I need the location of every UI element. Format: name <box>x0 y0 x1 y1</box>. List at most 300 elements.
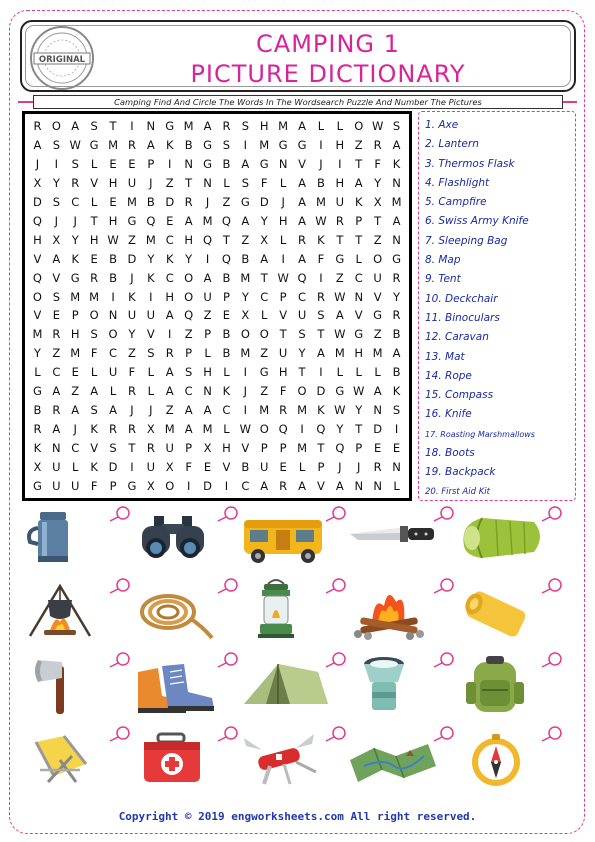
grid-cell[interactable]: R <box>392 270 401 285</box>
grid-cell[interactable]: G <box>392 251 401 266</box>
grid-cell[interactable]: M <box>278 119 289 134</box>
grid-cell[interactable]: A <box>260 478 269 493</box>
grid-cell[interactable]: M <box>70 346 81 361</box>
grid-cell[interactable]: K <box>33 440 42 455</box>
grid-cell[interactable]: A <box>260 251 269 266</box>
grid-cell[interactable]: I <box>205 251 210 266</box>
grid-cell[interactable]: U <box>127 308 137 323</box>
grid-cell[interactable]: F <box>185 459 192 474</box>
grid-cell[interactable]: N <box>392 232 401 247</box>
grid-cell[interactable]: I <box>111 289 115 304</box>
grid-cell[interactable]: L <box>336 119 344 134</box>
grid-cell[interactable]: E <box>128 157 136 172</box>
grid-cell[interactable]: S <box>109 440 117 455</box>
grid-cell[interactable]: U <box>52 459 61 474</box>
grid-cell[interactable]: L <box>223 365 230 380</box>
grid-cell[interactable]: O <box>373 251 383 266</box>
grid-cell[interactable]: H <box>335 138 345 153</box>
grid-cell[interactable]: N <box>203 384 212 399</box>
grid-cell[interactable]: Q <box>335 440 345 455</box>
grid-cell[interactable]: K <box>392 157 401 172</box>
grid-cell[interactable]: X <box>52 232 61 247</box>
grid-cell[interactable]: N <box>203 176 212 191</box>
grid-cell[interactable]: R <box>298 232 307 247</box>
grid-cell[interactable]: Z <box>184 327 193 342</box>
grid-cell[interactable]: T <box>355 421 363 436</box>
grid-cell[interactable]: X <box>373 195 382 210</box>
grid-cell[interactable]: M <box>202 213 213 228</box>
grid-cell[interactable]: N <box>146 119 156 134</box>
grid-cell[interactable]: U <box>278 346 288 361</box>
grid-cell[interactable]: R <box>52 327 61 342</box>
grid-cell[interactable]: T <box>260 270 268 285</box>
grid-cell[interactable]: A <box>184 402 193 417</box>
grid-cell[interactable]: N <box>373 402 382 417</box>
grid-cell[interactable]: J <box>243 384 248 399</box>
grid-cell[interactable]: A <box>184 213 193 228</box>
grid-cell[interactable]: Z <box>165 176 174 191</box>
grid-cell[interactable]: S <box>147 346 155 361</box>
grid-cell[interactable]: B <box>33 402 42 417</box>
grid-cell[interactable]: P <box>109 478 117 493</box>
grid-cell[interactable]: H <box>278 365 288 380</box>
grid-cell[interactable]: P <box>147 157 155 172</box>
grid-cell[interactable]: J <box>281 195 285 210</box>
grid-cell[interactable]: A <box>165 384 174 399</box>
grid-cell[interactable]: I <box>130 459 134 474</box>
grid-cell[interactable]: P <box>185 440 193 455</box>
grid-cell[interactable]: R <box>316 289 325 304</box>
grid-cell[interactable]: O <box>165 478 175 493</box>
grid-cell[interactable]: K <box>71 251 80 266</box>
grid-cell[interactable]: G <box>127 213 137 228</box>
grid-cell[interactable]: O <box>184 270 194 285</box>
grid-cell[interactable]: W <box>371 119 384 134</box>
grid-cell[interactable]: S <box>90 402 98 417</box>
grid-cell[interactable]: Q <box>146 213 156 228</box>
grid-cell[interactable]: C <box>260 289 269 304</box>
grid-cell[interactable]: A <box>203 119 212 134</box>
grid-cell[interactable]: B <box>241 459 250 474</box>
grid-cell[interactable]: V <box>146 327 155 342</box>
grid-cell[interactable]: A <box>33 138 42 153</box>
grid-cell[interactable]: P <box>355 213 363 228</box>
grid-cell[interactable]: A <box>392 346 401 361</box>
grid-cell[interactable]: A <box>392 213 401 228</box>
grid-cell[interactable]: B <box>392 365 401 380</box>
grid-cell[interactable]: D <box>259 195 269 210</box>
grid-cell[interactable]: M <box>108 138 118 153</box>
grid-cell[interactable]: V <box>33 251 42 266</box>
grid-cell[interactable]: P <box>279 289 287 304</box>
grid-cell[interactable]: I <box>168 327 172 342</box>
grid-cell[interactable]: N <box>108 308 118 323</box>
grid-cell[interactable]: T <box>128 440 136 455</box>
grid-cell[interactable]: K <box>165 138 174 153</box>
grid-cell[interactable]: T <box>279 327 287 342</box>
grid-cell[interactable]: E <box>279 459 287 474</box>
grid-cell[interactable]: P <box>71 308 79 323</box>
grid-cell[interactable]: M <box>126 195 137 210</box>
grid-cell[interactable]: L <box>72 459 79 474</box>
grid-cell[interactable]: I <box>319 365 323 380</box>
grid-cell[interactable]: X <box>241 308 250 323</box>
grid-cell[interactable]: F <box>317 251 325 266</box>
grid-cell[interactable]: G <box>278 138 288 153</box>
grid-cell[interactable]: H <box>184 232 193 247</box>
grid-cell[interactable]: T <box>109 119 117 134</box>
grid-cell[interactable]: F <box>90 478 98 493</box>
grid-cell[interactable]: T <box>336 232 344 247</box>
grid-cell[interactable]: R <box>127 384 136 399</box>
grid-cell[interactable]: I <box>54 157 59 172</box>
grid-cell[interactable]: B <box>184 138 193 153</box>
grid-cell[interactable]: S <box>52 289 60 304</box>
grid-cell[interactable]: S <box>298 327 306 342</box>
grid-cell[interactable]: Y <box>393 289 401 304</box>
grid-cell[interactable]: G <box>259 365 269 380</box>
grid-cell[interactable]: E <box>392 440 401 455</box>
grid-cell[interactable]: S <box>241 119 249 134</box>
grid-cell[interactable]: V <box>90 176 99 191</box>
grid-cell[interactable]: A <box>298 119 306 134</box>
grid-cell[interactable]: T <box>222 232 230 247</box>
grid-cell[interactable]: L <box>204 346 211 361</box>
grid-cell[interactable]: G <box>70 270 80 285</box>
grid-cell[interactable]: H <box>259 119 269 134</box>
grid-cell[interactable]: B <box>109 270 117 285</box>
grid-cell[interactable]: U <box>297 308 307 323</box>
grid-cell[interactable]: N <box>373 478 382 493</box>
grid-cell[interactable]: Z <box>52 346 61 361</box>
grid-cell[interactable]: R <box>279 478 288 493</box>
grid-cell[interactable]: E <box>71 365 79 380</box>
grid-cell[interactable]: Z <box>127 232 136 247</box>
grid-cell[interactable]: Q <box>278 421 288 436</box>
grid-cell[interactable]: J <box>73 421 77 436</box>
grid-cell[interactable]: M <box>202 421 213 436</box>
grid-cell[interactable]: R <box>335 213 344 228</box>
grid-cell[interactable]: K <box>165 251 174 266</box>
grid-cell[interactable]: P <box>355 440 363 455</box>
grid-cell[interactable]: B <box>222 346 231 361</box>
grid-cell[interactable]: T <box>298 365 306 380</box>
grid-cell[interactable]: C <box>71 440 80 455</box>
grid-cell[interactable]: M <box>297 440 307 455</box>
grid-cell[interactable]: N <box>392 459 401 474</box>
number-tag-icon[interactable] <box>540 578 564 594</box>
number-tag-icon[interactable] <box>540 726 564 742</box>
grid-cell[interactable]: S <box>71 157 79 172</box>
grid-cell[interactable]: B <box>392 327 401 342</box>
grid-cell[interactable]: A <box>146 138 155 153</box>
grid-cell[interactable]: H <box>33 232 42 247</box>
grid-cell[interactable]: W <box>277 270 289 285</box>
grid-cell[interactable]: N <box>278 157 288 172</box>
grid-cell[interactable]: Y <box>128 327 136 342</box>
grid-cell[interactable]: D <box>127 251 137 266</box>
grid-cell[interactable]: C <box>109 346 118 361</box>
grid-cell[interactable]: X <box>260 232 269 247</box>
grid-cell[interactable]: M <box>70 289 81 304</box>
grid-cell[interactable]: B <box>316 176 325 191</box>
grid-cell[interactable]: S <box>317 308 325 323</box>
grid-cell[interactable]: G <box>32 478 42 493</box>
grid-cell[interactable]: R <box>184 195 193 210</box>
grid-cell[interactable]: T <box>355 232 363 247</box>
grid-cell[interactable]: I <box>319 138 323 153</box>
grid-cell[interactable]: E <box>90 251 98 266</box>
grid-cell[interactable]: M <box>164 421 175 436</box>
grid-cell[interactable]: R <box>33 421 42 436</box>
grid-cell[interactable]: J <box>130 402 134 417</box>
grid-cell[interactable]: V <box>354 308 363 323</box>
grid-cell[interactable]: V <box>241 440 250 455</box>
grid-cell[interactable]: M <box>89 289 100 304</box>
grid-cell[interactable]: Y <box>298 346 306 361</box>
grid-cell[interactable]: X <box>33 459 42 474</box>
grid-cell[interactable]: R <box>165 346 174 361</box>
grid-cell[interactable]: I <box>149 289 153 304</box>
grid-cell[interactable]: J <box>149 176 153 191</box>
grid-cell[interactable]: L <box>355 365 362 380</box>
grid-cell[interactable]: P <box>317 459 325 474</box>
grid-cell[interactable]: L <box>90 157 98 172</box>
grid-cell[interactable]: V <box>373 289 382 304</box>
grid-cell[interactable]: G <box>32 384 42 399</box>
grid-cell[interactable]: R <box>109 421 118 436</box>
grid-cell[interactable]: H <box>278 213 288 228</box>
grid-cell[interactable]: T <box>90 213 98 228</box>
grid-cell[interactable]: K <box>222 384 231 399</box>
grid-cell[interactable]: O <box>259 421 269 436</box>
grid-cell[interactable]: I <box>394 421 399 436</box>
grid-cell[interactable]: L <box>355 251 362 266</box>
grid-cell[interactable]: Y <box>71 232 79 247</box>
grid-cell[interactable]: M <box>32 327 43 342</box>
grid-cell[interactable]: D <box>316 384 326 399</box>
grid-cell[interactable]: W <box>239 421 252 436</box>
grid-cell[interactable]: U <box>71 478 80 493</box>
grid-cell[interactable]: L <box>109 384 117 399</box>
grid-cell[interactable]: P <box>204 327 211 342</box>
grid-cell[interactable]: L <box>279 176 287 191</box>
grid-cell[interactable]: C <box>241 478 250 493</box>
grid-cell[interactable]: I <box>168 157 172 172</box>
grid-cell[interactable]: X <box>33 176 42 191</box>
grid-cell[interactable]: I <box>243 402 248 417</box>
grid-cell[interactable]: E <box>166 213 174 228</box>
grid-cell[interactable]: F <box>374 157 381 172</box>
grid-cell[interactable]: A <box>298 251 306 266</box>
grid-cell[interactable]: L <box>261 308 268 323</box>
grid-cell[interactable]: S <box>52 195 60 210</box>
grid-cell[interactable]: S <box>392 119 401 134</box>
grid-cell[interactable]: J <box>149 402 153 417</box>
grid-cell[interactable]: W <box>107 232 119 247</box>
grid-cell[interactable]: P <box>279 440 287 455</box>
grid-cell[interactable]: R <box>146 440 155 455</box>
grid-cell[interactable]: Z <box>373 232 382 247</box>
grid-cell[interactable]: E <box>109 157 117 172</box>
grid-cell[interactable]: A <box>90 384 99 399</box>
grid-cell[interactable]: M <box>372 346 383 361</box>
grid-cell[interactable]: R <box>373 138 382 153</box>
grid-cell[interactable]: S <box>90 327 98 342</box>
grid-cell[interactable]: E <box>203 459 212 474</box>
grid-cell[interactable]: L <box>374 365 381 380</box>
grid-cell[interactable]: T <box>374 213 382 228</box>
grid-cell[interactable]: L <box>298 459 306 474</box>
grid-cell[interactable]: W <box>334 289 346 304</box>
grid-cell[interactable]: I <box>186 478 191 493</box>
grid-cell[interactable]: M <box>259 138 270 153</box>
grid-cell[interactable]: Z <box>373 327 382 342</box>
grid-cell[interactable]: C <box>298 289 307 304</box>
grid-cell[interactable]: R <box>279 402 288 417</box>
grid-cell[interactable]: A <box>71 402 80 417</box>
grid-cell[interactable]: Y <box>33 346 41 361</box>
grid-cell[interactable]: G <box>203 138 212 153</box>
grid-cell[interactable]: O <box>259 327 269 342</box>
grid-cell[interactable]: P <box>222 289 230 304</box>
grid-cell[interactable]: L <box>90 365 98 380</box>
grid-cell[interactable]: B <box>222 270 231 285</box>
grid-cell[interactable]: K <box>354 195 363 210</box>
grid-cell[interactable]: Y <box>147 251 155 266</box>
grid-cell[interactable]: K <box>317 232 325 247</box>
grid-cell[interactable]: A <box>354 176 363 191</box>
grid-cell[interactable]: S <box>241 176 249 191</box>
grid-cell[interactable]: N <box>392 176 401 191</box>
grid-cell[interactable]: R <box>392 308 401 323</box>
grid-cell[interactable]: G <box>297 138 307 153</box>
grid-cell[interactable]: Z <box>354 138 363 153</box>
grid-cell[interactable]: R <box>373 459 382 474</box>
grid-cell[interactable]: I <box>243 138 248 153</box>
grid-cell[interactable]: A <box>317 346 325 361</box>
grid-cell[interactable]: A <box>52 384 61 399</box>
grid-cell[interactable]: O <box>354 119 364 134</box>
grid-cell[interactable]: L <box>90 195 98 210</box>
grid-cell[interactable]: M <box>259 402 270 417</box>
grid-cell[interactable]: D <box>108 459 118 474</box>
grid-cell[interactable]: Q <box>184 308 194 323</box>
grid-cell[interactable]: K <box>147 270 155 285</box>
grid-cell[interactable]: Q <box>297 270 307 285</box>
grid-cell[interactable]: H <box>165 289 175 304</box>
grid-cell[interactable]: M <box>297 402 307 417</box>
grid-cell[interactable]: A <box>373 384 382 399</box>
grid-cell[interactable]: G <box>354 327 364 342</box>
grid-cell[interactable]: Z <box>260 384 269 399</box>
grid-cell[interactable]: Y <box>336 421 344 436</box>
grid-cell[interactable]: O <box>32 289 42 304</box>
grid-cell[interactable]: S <box>222 138 231 153</box>
grid-cell[interactable]: F <box>128 365 136 380</box>
grid-cell[interactable]: Y <box>52 176 60 191</box>
grid-cell[interactable]: H <box>89 232 99 247</box>
grid-cell[interactable]: H <box>70 327 80 342</box>
grid-cell[interactable]: L <box>336 365 344 380</box>
grid-cell[interactable]: V <box>90 440 99 455</box>
grid-cell[interactable]: A <box>184 421 193 436</box>
grid-cell[interactable]: H <box>222 440 231 455</box>
grid-cell[interactable]: K <box>392 384 401 399</box>
grid-cell[interactable]: O <box>51 119 61 134</box>
grid-cell[interactable]: D <box>203 478 212 493</box>
grid-cell[interactable]: I <box>338 157 342 172</box>
grid-cell[interactable]: W <box>353 384 365 399</box>
grid-cell[interactable]: G <box>335 251 345 266</box>
grid-cell[interactable]: I <box>224 478 229 493</box>
grid-cell[interactable]: T <box>355 157 363 172</box>
grid-cell[interactable]: R <box>33 119 42 134</box>
grid-cell[interactable]: L <box>223 421 230 436</box>
grid-cell[interactable]: Z <box>127 346 136 361</box>
grid-cell[interactable]: C <box>52 365 61 380</box>
grid-cell[interactable]: R <box>90 270 99 285</box>
grid-cell[interactable]: P <box>185 346 193 361</box>
grid-cell[interactable]: N <box>354 289 364 304</box>
grid-cell[interactable]: A <box>52 251 61 266</box>
grid-cell[interactable]: Q <box>203 232 213 247</box>
grid-cell[interactable]: A <box>298 176 306 191</box>
grid-cell[interactable]: K <box>90 459 98 474</box>
grid-cell[interactable]: Z <box>260 346 269 361</box>
grid-cell[interactable]: X <box>203 440 212 455</box>
grid-cell[interactable]: S <box>52 138 60 153</box>
grid-cell[interactable]: O <box>108 327 118 342</box>
grid-cell[interactable]: A <box>241 157 250 172</box>
grid-cell[interactable]: J <box>205 195 210 210</box>
grid-cell[interactable]: A <box>203 270 212 285</box>
grid-cell[interactable]: B <box>241 251 250 266</box>
grid-cell[interactable]: V <box>317 478 325 493</box>
grid-cell[interactable]: M <box>334 346 345 361</box>
grid-cell[interactable]: Y <box>185 251 193 266</box>
grid-cell[interactable]: H <box>354 346 364 361</box>
grid-cell[interactable]: A <box>71 119 80 134</box>
grid-cell[interactable]: W <box>69 138 81 153</box>
grid-cell[interactable]: I <box>300 421 304 436</box>
grid-cell[interactable]: J <box>35 157 40 172</box>
grid-cell[interactable]: Z <box>165 402 174 417</box>
grid-cell[interactable]: U <box>260 459 269 474</box>
grid-cell[interactable]: Y <box>241 289 249 304</box>
grid-cell[interactable]: Z <box>222 195 231 210</box>
grid-cell[interactable]: Z <box>71 384 80 399</box>
grid-cell[interactable]: K <box>128 289 136 304</box>
grid-cell[interactable]: V <box>298 157 306 172</box>
grid-cell[interactable]: C <box>354 270 363 285</box>
grid-cell[interactable]: J <box>338 459 342 474</box>
grid-cell[interactable]: E <box>109 195 117 210</box>
grid-cell[interactable]: M <box>391 195 402 210</box>
grid-cell[interactable]: J <box>73 213 77 228</box>
grid-cell[interactable]: A <box>203 402 212 417</box>
grid-cell[interactable]: J <box>357 459 361 474</box>
grid-cell[interactable]: G <box>240 195 250 210</box>
grid-cell[interactable]: J <box>319 157 323 172</box>
grid-cell[interactable]: K <box>90 421 98 436</box>
grid-cell[interactable]: H <box>335 176 345 191</box>
number-tag-icon[interactable] <box>540 652 564 668</box>
grid-cell[interactable]: T <box>317 327 325 342</box>
grid-cell[interactable]: U <box>203 289 212 304</box>
grid-cell[interactable]: T <box>317 440 325 455</box>
grid-cell[interactable]: D <box>373 421 383 436</box>
